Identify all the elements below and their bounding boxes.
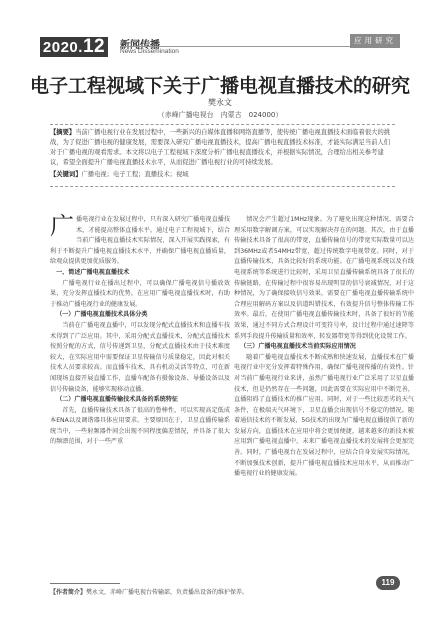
- body-column-right: [234, 215, 414, 480]
- author-note-text: 樊永文，赤峰广播电视台传输部，负责播出设备的维护保养。: [86, 589, 249, 596]
- author: 樊永文: [208, 98, 232, 107]
- paragraph-text: 首先，直播传输技术具备了很高的鲁棒性，可以实现高定低成本ENA以及调谐器具体应用要求。主要原因在于，卫星直播传输系统当中，一些射频器件间会出现不同程度偏差情况，并具备了很大的频漂范围，对于一些严重: [50, 406, 230, 446]
- body-paragraph: [234, 215, 414, 342]
- paragraph-text: 情况会产生超过1MHz现象。为了避免出现这种情况，需要合理采用数字解调方案，可以实现解决存在的问题。其次，由于直播传输技术具备了很高的带宽，直播传输信号的带宽实际数量可以达到36MHz或者54MHz带宽，超过传统数字电视带宽。同时，对于直播传输技术，具备比较好的系统功能。在广播电视系统以及有线电视系统等系统进行比较时，采用卫星直播传输系统具备了很长的传输链路，在传输过程中很容易出现明显的信号衰减情况，对于这种情况，为了确保接收信号效果，需要在广播电视直播传输系统中合理应用解码方案以及信道纠错技术，有效提升信号整体传输工作效率。最后，在使用广播电视直播传输技术时，具备了很好的节能效果，通过不同方式合理设计可变符号率，设计过程中通过速降等系列手段提升传输质量和效率，转发器带宽等得到优化设置工作。: [234, 216, 414, 340]
- issue-month: 12: [82, 36, 106, 57]
- body-paragraph: [50, 321, 230, 395]
- affiliation: （赤峰广播电视台 内蒙古 024000）: [157, 111, 283, 119]
- paragraph-text: 随着广播电视直播技术不断成熟和快速发展，直播技术在广播电视行业中充分发挥着特殊作用，确保广播电视传播的有效性。针对当前广播电视行业来讲，虽然广播电视行业广泛采用了卫星直播技术，但是仍然存在一些问题，因此需要在实际应用中不断完善，直播阻碍了直播技术的推广应用。同时，对于一些比较恶劣的天气条件，在极端天气环境下，卫星直播会出现信号不稳定的情况。随着通信技术的不断发展，5G技术的出现为广播电视直播提供了新的发展方向，直播技术在应用中将会更加便捷，越来越多的新技术被应用到广播电视直播中，未来广播电视直播技术的发展将会更加完善。同时，广播电视台在发展过程中，应结合自身发展实际情况，不断加强技术创新，提升广播电视直播技术应用水平，从而推动广播电视行业的健康发展。: [234, 353, 414, 478]
- drop-cap: 广: [50, 212, 74, 240]
- body-paragraph: [234, 353, 414, 480]
- issue-number: [40, 37, 108, 57]
- body-paragraph: [50, 212, 230, 268]
- section-title: 新闻传播: [120, 40, 160, 51]
- paragraph-text: （二）广播电视直播传输技术具备的系统特征: [56, 396, 178, 404]
- body-paragraph: [50, 406, 230, 448]
- section-title-en: News Dissemination: [120, 48, 179, 55]
- paragraph-text: 播电视行业在发展过程中，只有深入研究广播电视直播技术，才能提高整体直播水平。通过电子工程视域下，结合当前广播电视直播技术实际情况，深入开展实践探索，有利于不断提升广播电视直播技术水平，并确保广播电视直播质量，给观众提供更加优质服务。: [50, 216, 230, 266]
- footer-rule: [50, 583, 120, 584]
- body-column-left: [50, 212, 230, 448]
- abstract: [50, 128, 395, 168]
- paragraph-text: （三）广播电视直播技术当前实际应用情况: [240, 343, 356, 351]
- author-note-label: 【作者简介】: [50, 589, 87, 596]
- article-title: 电子工程视域下关于广播电视直播技术的研究: [29, 75, 410, 97]
- abstract-label: 【摘要】: [50, 129, 76, 136]
- section-heading: [50, 395, 230, 406]
- issue-year: 2020.: [42, 39, 83, 56]
- abstract-box: [50, 124, 395, 187]
- body-paragraph: [50, 279, 230, 311]
- keywords-text: 广播电视；电子工程；直播技术；视域: [81, 171, 189, 178]
- keywords: [50, 170, 395, 180]
- paragraph-text: 一、简述广播电视直播技术: [56, 268, 130, 276]
- abstract-text: 当前广播电视行业在发展过程中，一些新兴的自媒体直播和网络直播等，使传统广播电视直播技术面临着很大的挑战，为了促进广播电视的健康发展，需要深入研究广播电视直播技术，提高广播电视直播技术标准，才能实际满足当前人们对于广播电视的观看需求。本文将以电子工程视域下深度分析广播电视直播技术，并根据实际情况，合理给出相关参考建议，希望全面提升广播电视直播技术水平，从而促进广播电视行业的可持续发展。: [50, 129, 391, 166]
- page-header: [0, 0, 440, 56]
- section-heading: [234, 342, 414, 353]
- paragraph-text: 当前在广播电视直播中，可以发现分配式直播技术和直播车技术得到了广泛应用。其中，采用分配式直播技术，分配式直播技术按照分配的方式，信号传递到卫星，分配式直播技术由于技术难度较大，在实际应用中需要保证卫星传输信号质量稳定，因此对相关技术人员要求较高。而直播车技术，具有机动灵活等特点，可在新闻现场直接开展直播工作，直播车配备有摄像设备、导播设备以及信号传输设备，能够实现移动直播。: [50, 321, 230, 393]
- section-heading: [50, 268, 230, 279]
- paragraph-text: 广播电视行业在播出过程中，可以确保广播电视信号播放效果，充分发挥直播技术的优势。在应用广播电视直播技术时，有助于推动广播电视行业的健康发展。: [50, 279, 230, 308]
- page-number: 119: [376, 576, 400, 590]
- author-note: [50, 587, 248, 596]
- section-heading: [50, 310, 230, 321]
- category-tag: 应用研究: [350, 34, 400, 48]
- paragraph-text: （一）广播电视直播技术具体分类: [56, 311, 148, 319]
- keywords-label: 【关键词】: [50, 171, 82, 178]
